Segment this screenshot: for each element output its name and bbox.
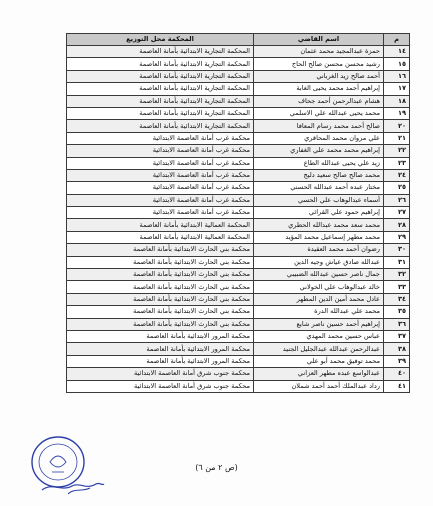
row-number: ٢٥: [384, 182, 410, 194]
table-row: [67, 157, 410, 169]
table-row: [67, 95, 410, 107]
row-number: ٣٤: [384, 293, 410, 305]
court-name: المحكمة العمالية الابتدائية بأمانة العاصمة: [67, 231, 254, 243]
row-number: ٢٠: [384, 120, 410, 132]
official-stamp-icon: [28, 432, 106, 498]
row-number: ٢٤: [384, 169, 410, 181]
judge-name: مختار عبده أحمد عبدالله الحسني: [254, 182, 384, 194]
judge-name: محمد توفيق محمد أبو علي: [254, 355, 384, 367]
row-number: ٢٣: [384, 157, 410, 169]
judge-name: محمد يحيى عبدالله علي الاسلمي: [254, 107, 384, 119]
court-name: محكمة غرب أمانة العاصمة الابتدائية: [67, 207, 254, 219]
judge-name: محمد سعد محمد عبدالله الحطري: [254, 219, 384, 231]
court-name: محكمة بني الحارث الابتدائية بأمانة العاصمة: [67, 269, 254, 281]
table-row: [67, 207, 410, 219]
judges-distribution-table: [66, 33, 410, 393]
judge-name: إبراهيم محمد محمد علي الغفاري: [254, 145, 384, 157]
judge-name: محمد علي عبدالله الدرة: [254, 306, 384, 318]
judge-name: عبدالرحمن عبدالله عبدالجليل الجنيد: [254, 343, 384, 355]
court-name: محكمة المرور الابتدائية بأمانة العاصمة: [67, 355, 254, 367]
judge-name: هشام عبدالرحمن أحمد جحاف: [254, 95, 384, 107]
row-number: ٢٦: [384, 194, 410, 206]
judge-name: رداد عبدالملك أحمد أحمد شملان: [254, 380, 384, 392]
court-name: المحكمة التجارية الابتدائية بأمانة العاصمة: [67, 95, 254, 107]
court-name: محكمة بني الحارث الابتدائية بأمانة العاصمة: [67, 244, 254, 256]
table-row: [67, 169, 410, 181]
table-row: [67, 70, 410, 82]
court-name: محكمة غرب أمانة العاصمة الابتدائية: [67, 182, 254, 194]
judge-name: عبدالله صادق عياش وجيه الدين: [254, 256, 384, 268]
court-name: المحكمة التجارية الابتدائية بأمانة العاصمة: [67, 58, 254, 70]
court-name: محكمة المرور الابتدائية بأمانة العاصمة: [67, 343, 254, 355]
table-row: [67, 194, 410, 206]
row-number: ٤٠: [384, 368, 410, 380]
table-row: [67, 306, 410, 318]
court-name: المحكمة التجارية الابتدائية بأمانة العاصمة: [67, 46, 254, 58]
row-number: ٣١: [384, 256, 410, 268]
row-number: ٢٧: [384, 207, 410, 219]
judge-name: خالد عبدالوهاب علي الخولاني: [254, 281, 384, 293]
table-row: [67, 46, 410, 58]
judge-name: صالح أحمد محمد رسام المعافا: [254, 120, 384, 132]
row-number: ١٥: [384, 58, 410, 70]
table-row: [67, 219, 410, 231]
header-judge-name: اسم القاضي: [254, 34, 384, 46]
row-number: ٢١: [384, 132, 410, 144]
judge-name: جمال ناصر حسين عبدالله الضبيبي: [254, 269, 384, 281]
court-name: المحكمة التجارية الابتدائية بأمانة العاصمة: [67, 70, 254, 82]
table-row: [67, 269, 410, 281]
table-row: [67, 380, 410, 392]
court-name: محكمة بني الحارث الابتدائية بأمانة العاصمة: [67, 306, 254, 318]
judge-name: عباس حسين محمد المهدي: [254, 330, 384, 342]
row-number: ٣٢: [384, 269, 410, 281]
row-number: ٣٥: [384, 306, 410, 318]
row-number: ٤١: [384, 380, 410, 392]
row-number: ١٩: [384, 107, 410, 119]
judge-name: رضوان أحمد محمد العقيدة: [254, 244, 384, 256]
row-number: ١٦: [384, 70, 410, 82]
row-number: ١٤: [384, 46, 410, 58]
table-row: [67, 244, 410, 256]
row-number: ٣٧: [384, 330, 410, 342]
table-row: [67, 355, 410, 367]
judge-name: إبراهيم حمود علي القرائي: [254, 207, 384, 219]
judge-name: أسماء عبدالوهاب علي الحسي: [254, 194, 384, 206]
table-row: [67, 182, 410, 194]
court-name: محكمة جنوب شرق أمانة العاصمة الابتدائية: [67, 380, 254, 392]
table-row: [67, 107, 410, 119]
court-name: محكمة جنوب شرق أمانة العاصمة الابتدائية: [67, 368, 254, 380]
header-number: م: [384, 34, 410, 46]
table-body: [67, 46, 410, 393]
table-row: [67, 368, 410, 380]
court-name: محكمة بني الحارث الابتدائية بأمانة العاصمة: [67, 256, 254, 268]
row-number: ٣٣: [384, 281, 410, 293]
court-name: المحكمة العمالية الابتدائية بأمانة العاصمة: [67, 219, 254, 231]
court-name: محكمة المرور الابتدائية بأمانة العاصمة: [67, 330, 254, 342]
court-name: محكمة بني الحارث الابتدائية بأمانة العاصمة: [67, 318, 254, 330]
court-name: المحكمة التجارية الابتدائية بأمانة العاصمة: [67, 83, 254, 95]
table-row: [67, 293, 410, 305]
court-name: محكمة غرب أمانة العاصمة الابتدائية: [67, 157, 254, 169]
court-name: محكمة غرب أمانة العاصمة الابتدائية: [67, 194, 254, 206]
judge-name: عبدالواسع عبده مطهر العزاني: [254, 368, 384, 380]
header-court: المحكمة محل التوزيع: [67, 34, 254, 46]
table-row: [67, 256, 410, 268]
row-number: ١٨: [384, 95, 410, 107]
row-number: ٣٩: [384, 355, 410, 367]
table-row: [67, 281, 410, 293]
judge-name: محمد صالح صالح سعيد دليج: [254, 169, 384, 181]
court-name: محكمة غرب أمانة العاصمة الابتدائية: [67, 145, 254, 157]
table-row: [67, 120, 410, 132]
court-name: محكمة غرب أمانة العاصمة الابتدائية: [67, 169, 254, 181]
judge-name: رشيد محسن محسن صالح الحاج: [254, 58, 384, 70]
row-number: ٣٨: [384, 343, 410, 355]
court-name: محكمة بني الحارث الابتدائية بأمانة العاصمة: [67, 281, 254, 293]
row-number: ٣٦: [384, 318, 410, 330]
court-name: المحكمة التجارية الابتدائية بأمانة العاصمة: [67, 107, 254, 119]
row-number: ٢٨: [384, 219, 410, 231]
judge-name: عادل محمد أمين الدين المطهر: [254, 293, 384, 305]
table-row: [67, 231, 410, 243]
table-header-row: [67, 34, 410, 46]
judge-name: حمزة عبدالمجيد محمد عثمان: [254, 46, 384, 58]
row-number: ٣٠: [384, 244, 410, 256]
judge-name: زيد علي يحيى عبدالله الطاع: [254, 157, 384, 169]
row-number: ١٧: [384, 83, 410, 95]
judge-name: علي مروان محمد المحاقري: [254, 132, 384, 144]
table-row: [67, 83, 410, 95]
table-row: [67, 318, 410, 330]
page-number: (ص ٢ من ٦): [195, 463, 238, 472]
court-name: محكمة غرب أمانة العاصمة الابتدائية: [67, 132, 254, 144]
judge-name: إبراهيم أحمد محمد يحيى الغابة: [254, 83, 384, 95]
row-number: ٢٢: [384, 145, 410, 157]
court-name: محكمة بني الحارث الابتدائية بأمانة العاصمة: [67, 293, 254, 305]
table-row: [67, 132, 410, 144]
table-row: [67, 343, 410, 355]
judge-name: إبراهيم أحمد حسين ناصر شايع: [254, 318, 384, 330]
table-row: [67, 330, 410, 342]
judge-name: أحمد صالح زيد الغرباني: [254, 70, 384, 82]
row-number: ٢٩: [384, 231, 410, 243]
court-name: المحكمة التجارية الابتدائية بأمانة العاصمة: [67, 120, 254, 132]
table-row: [67, 145, 410, 157]
table-row: [67, 58, 410, 70]
judge-name: محمد مطهر إسماعيل محمد المؤيد: [254, 231, 384, 243]
